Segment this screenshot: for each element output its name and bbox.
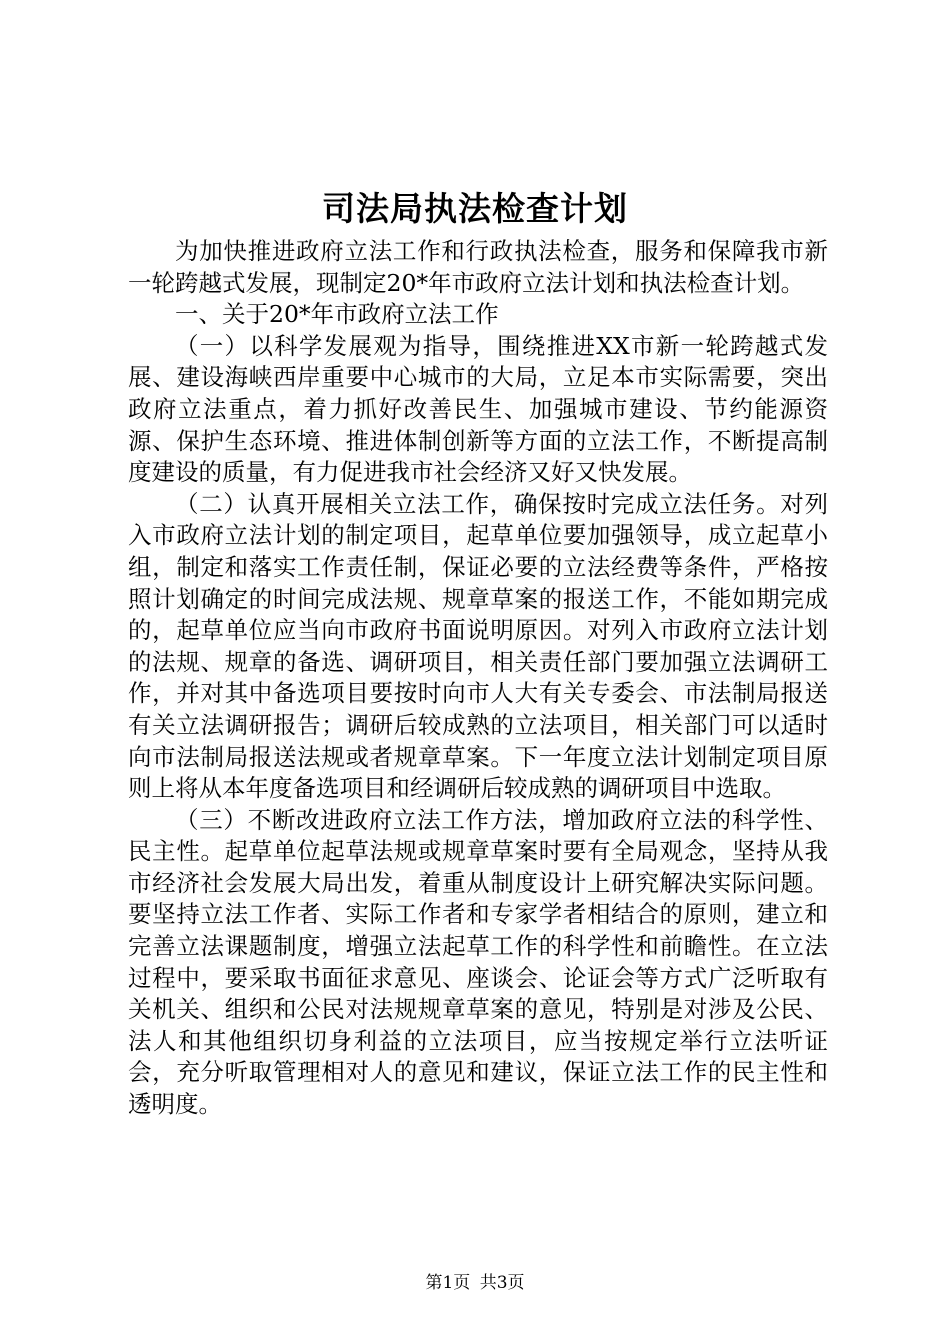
page-total: 共3页 [479,1273,525,1293]
page-number: 第1页 [425,1273,471,1293]
paragraph-item-3: （三）不断改进政府立法工作方法，增加政府立法的科学性、民主性。起草单位起草法规或规章草案时要有全局观念，坚持从我市经济社会发展大局出发，着重从制度设计上研究解决实际问题。要坚持立法工作者、实际工作者和专家学者相结合的原则，建立和完善立法课题制度，增强立法起草工作的科学性和前瞻性。在立法过程中，要采取书面征求意见、座谈会、论证会等方式广泛听取有关机关、组织和公民对法规规章草案的意见，特别是对涉及公民、法人和其他组织切身利益的立法项目，应当按规定举行立法听证会，充分听取管理相对人的意见和建议，保证立法工作的民主性和透明度。 [128,805,828,1119]
document-title: 司法局执法检查计划 [322,189,628,228]
paragraph-intro: 为加快推进政府立法工作和行政执法检查，服务和保障我市新一轮跨越式发展，现制定20*年市政府立法计划和执法检查计划。 [128,237,828,297]
document-body [128,236,828,1121]
paragraph-item-1: （一）以科学发展观为指导，围绕推进XX市新一轮跨越式发展、建设海峡西岸重要中心城市的大局，立足本市实际需要，突出政府立法重点，着力抓好改善民生、加强城市建设、节约能源资源、保护生态环境、推进体制创新等方面的立法工作，不断提高制度建设的质量，有力促进我市社会经济又好又快发展。 [128,331,828,487]
section-heading-1: 一、关于20*年市政府立法工作 [175,300,499,329]
page-footer [0,1271,950,1295]
paragraph-item-2: （二）认真开展相关立法工作，确保按时完成立法任务。对列入市政府立法计划的制定项目，起草单位要加强领导，成立起草小组，制定和落实工作责任制，保证必要的立法经费等条件，严格按照计划确定的时间完成法规、规章草案的报送工作，不能如期完成的，起草单位应当向市政府书面说明原因。对列入市政府立法计划的法规、规章的备选、调研项目，相关责任部门要加强立法调研工作，并对其中备选项目要按时向市人大有关专委会、市法制局报送有关立法调研报告；调研后较成熟的立法项目，相关部门可以适时向市法制局报送法规或者规章草案。下一年度立法计划制定项目原则上将从本年度备选项目和经调研后较成熟的调研项目中选取。 [128,489,828,803]
